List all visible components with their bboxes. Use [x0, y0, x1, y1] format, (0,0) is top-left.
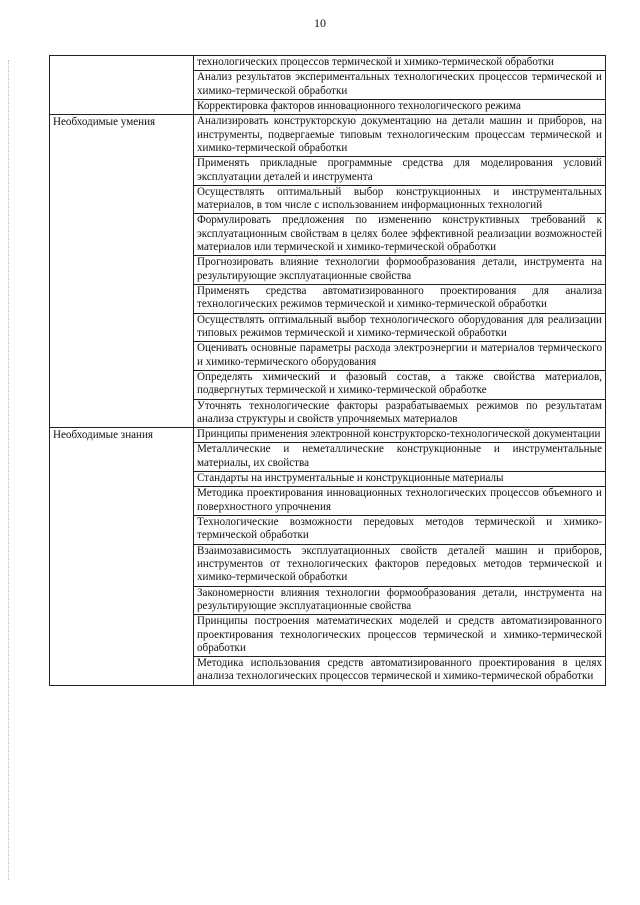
table-cell: Осуществлять оптимальный выбор технологического оборудования для реализации типовых режимов термической и химико-термической обработки: [194, 313, 606, 342]
table-cell: Принципы построения математических моделей и средств автоматизированного проектирования технологических процессов термической и химико-термической обработки: [194, 615, 606, 657]
table-cell: Применять прикладные программные средства для моделирования условий эксплуатации деталей и инструмента: [194, 157, 606, 186]
table-cell: Анализировать конструкторскую документацию на детали машин и приборов, на инструменты, подвергаемые типовым технологическим процессам термической и химико-термической обработки: [194, 115, 606, 157]
page-number: 10: [314, 16, 326, 30]
table-row: [50, 56, 606, 71]
table-cell: Принципы применения электронной конструкторско-технологической документации: [194, 428, 606, 443]
table-cell: Формулировать предложения по изменению конструктивных требований к эксплуатационным свойствам в целях более эффективной реализации возможностей материалов или термической и химико-термической обработки: [194, 214, 606, 256]
table-cell: Металлические и неметаллические конструкционные и инструментальные материалы, их свойства: [194, 443, 606, 472]
table-cell: технологических процессов термической и химико-термической обработки: [194, 56, 606, 71]
table-cell: Применять средства автоматизированного проектирования для анализа технологических режимов термической и химико-термической обработки: [194, 285, 606, 314]
row-label-empty: [50, 56, 194, 115]
table-cell: Методика использования средств автоматизированного проектирования в целях анализа технологических процессов термической и химико-термической обработки: [194, 657, 606, 686]
scan-edge-mark: [8, 60, 10, 880]
table-cell: Уточнять технологические факторы разрабатываемых режимов по результатам анализа структуры и свойств упрочняемых материалов: [194, 399, 606, 428]
section-label: Необходимые знания: [50, 428, 194, 686]
table-row: [50, 428, 606, 443]
table-cell: Оценивать основные параметры расхода электроэнергии и материалов термического и химико-термического оборудования: [194, 342, 606, 371]
table-cell: Осуществлять оптимальный выбор конструкционных и инструментальных материалов, в том числе с использованием информационных технологий: [194, 185, 606, 214]
section-label: Необходимые умения: [50, 115, 194, 428]
table-cell: Корректировка факторов инновационного технологического режима: [194, 99, 606, 114]
competency-table-body: [50, 56, 606, 686]
table-cell: Закономерности влияния технологии формообразования детали, инструмента на результирующие эксплуатационные свойства: [194, 586, 606, 615]
table-cell: Стандарты на инструментальные и конструкционные материалы: [194, 472, 606, 487]
table-cell: Определять химический и фазовый состав, а также свойства материалов, подвергнутых термической и химико-термической обработке: [194, 370, 606, 399]
table-cell: Технологические возможности передовых методов термической и химико-термической обработки: [194, 516, 606, 545]
table-cell: Прогнозировать влияние технологии формообразования детали, инструмента на результирующие эксплуатационные свойства: [194, 256, 606, 285]
table-row: [50, 115, 606, 157]
table-cell: Анализ результатов экспериментальных технологических процессов термической и химико-термической обработки: [194, 71, 606, 100]
competency-table: [49, 55, 606, 686]
table-cell: Методика проектирования инновационных технологических процессов объемного и поверхностного упрочнения: [194, 487, 606, 516]
table-cell: Взаимозависимость эксплуатационных свойств деталей машин и приборов, инструментов от технологических факторов передовых методов термической и химико-термической обработки: [194, 544, 606, 586]
